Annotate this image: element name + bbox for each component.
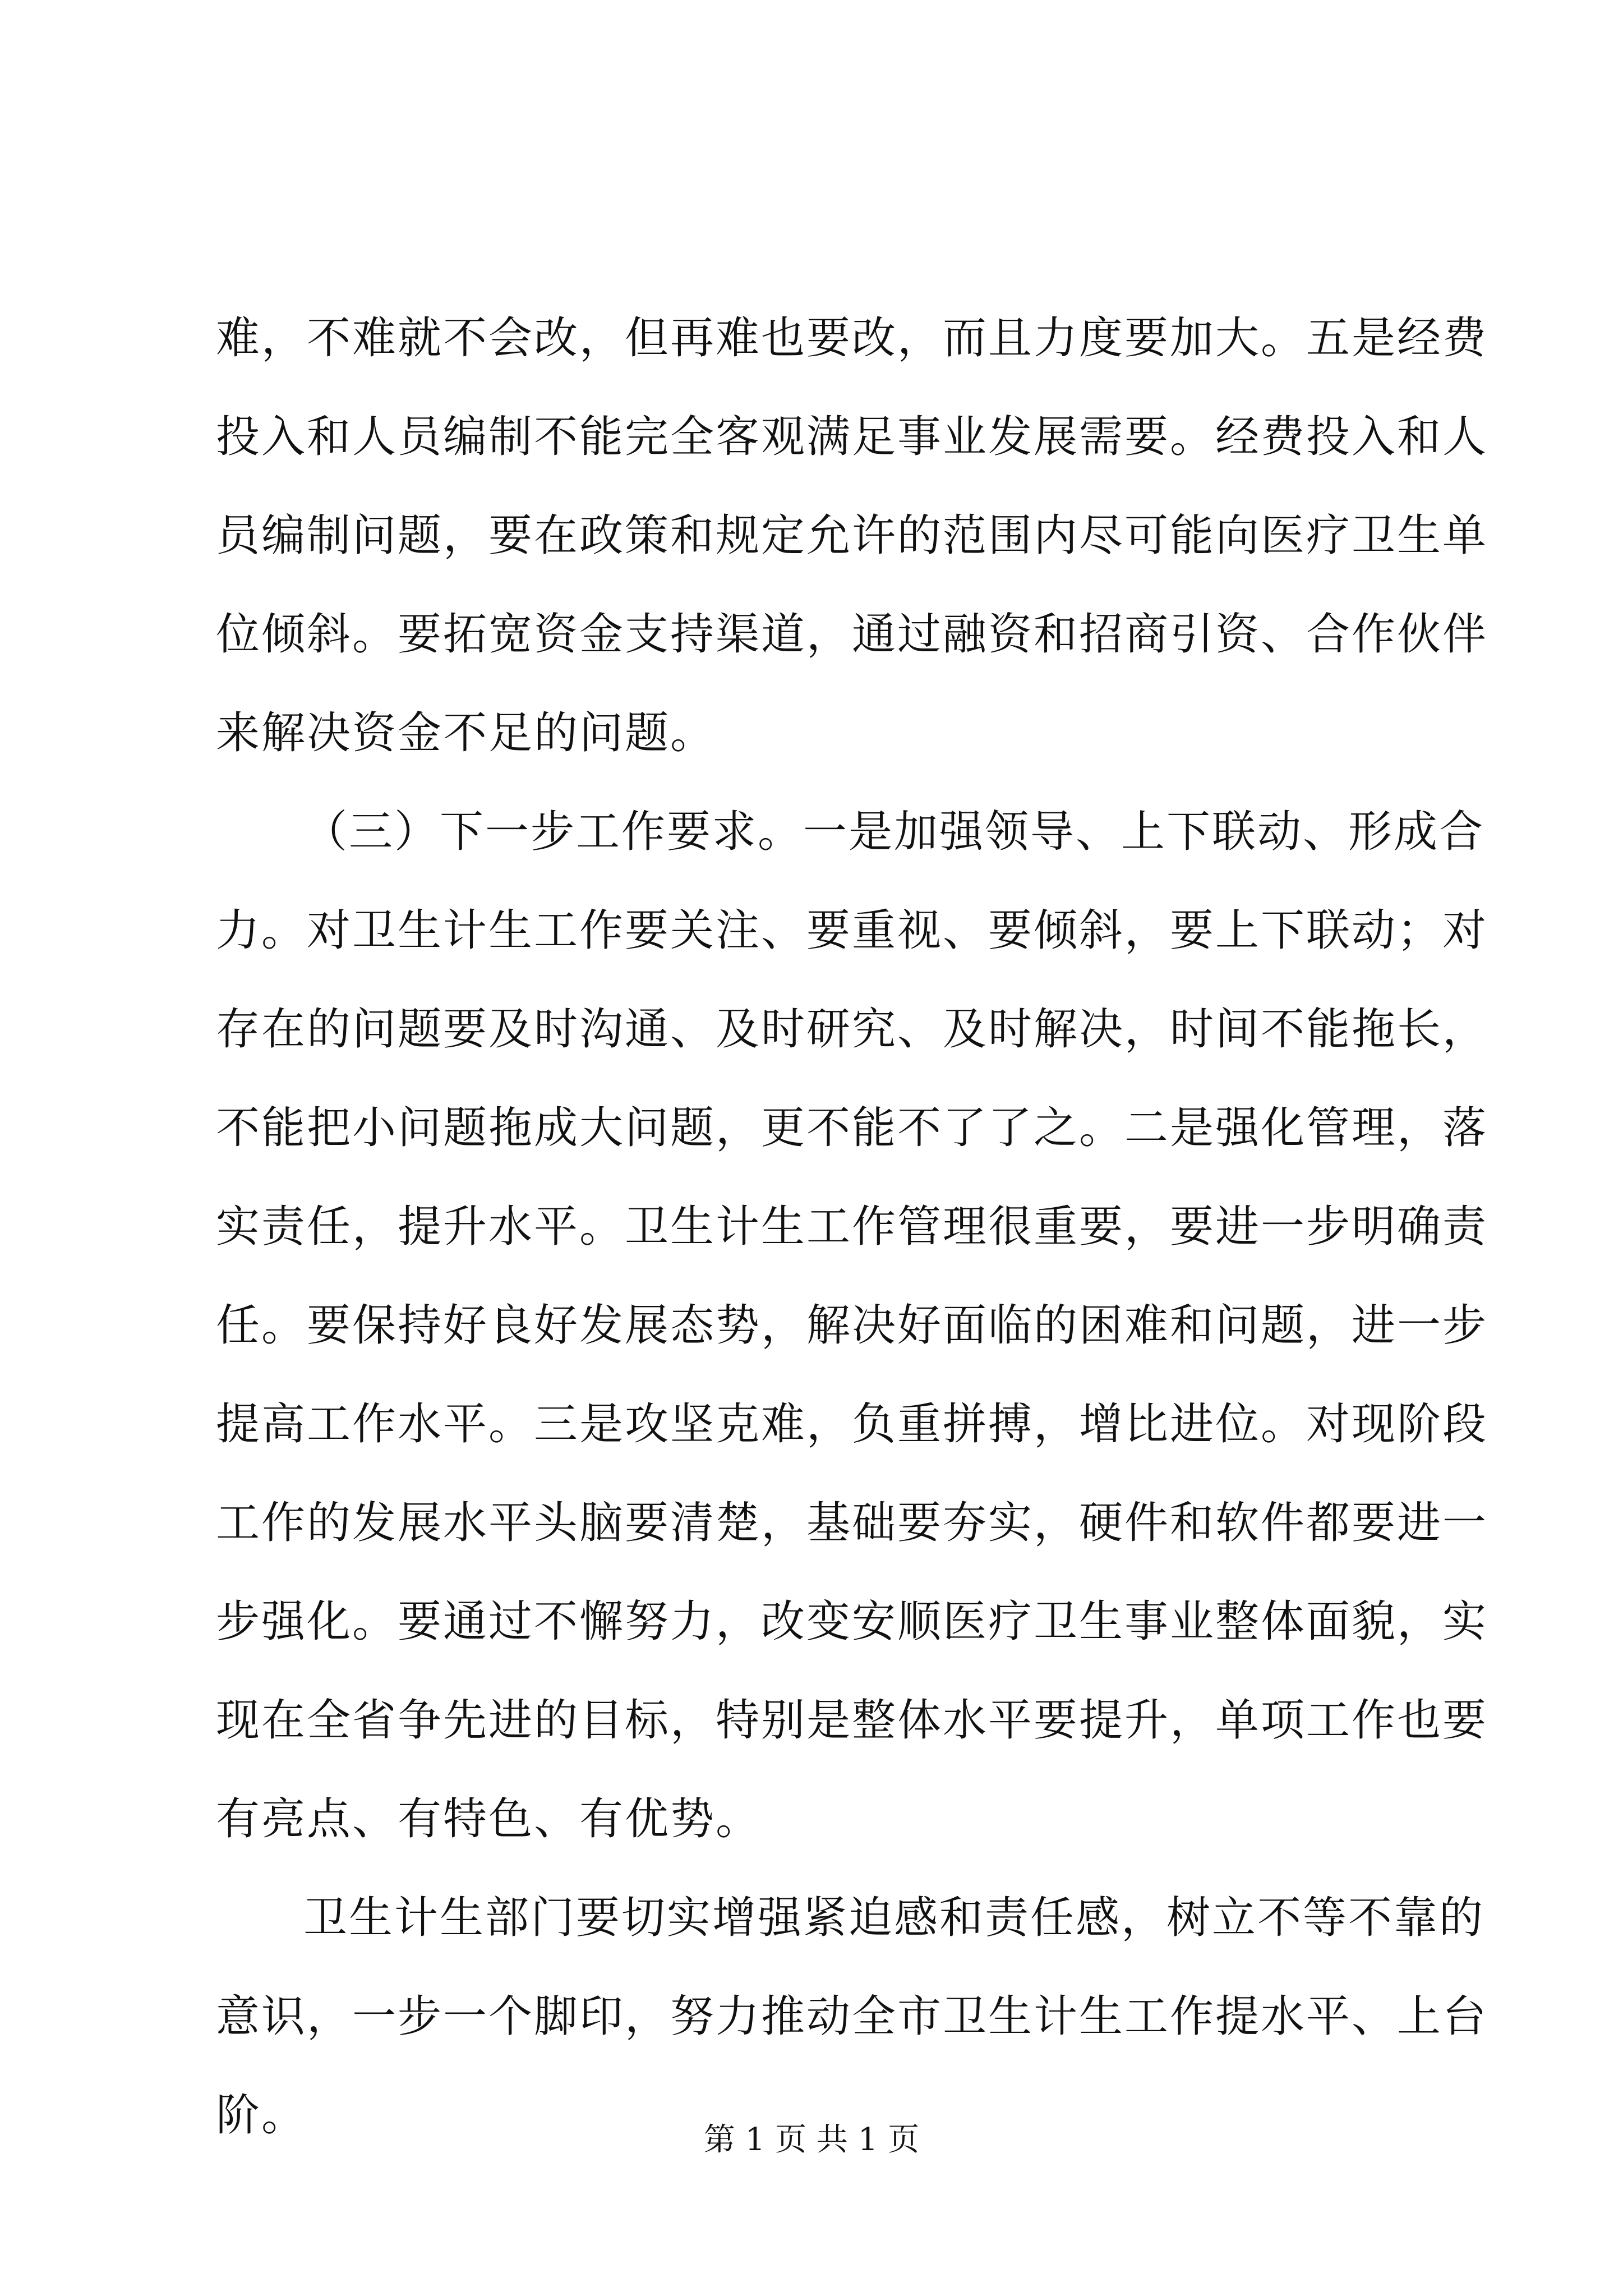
paragraph-line: 位倾斜。要拓宽资金支持渠道，通过融资和招商引资、合作伙伴 [216, 609, 1488, 660]
paragraph-line: 提高工作水平。三是攻坚克难，负重拼搏，增比进位。对现阶段 [216, 1399, 1488, 1450]
paragraph-line: 步强化。要通过不懈努力，改变安顺医疗卫生事业整体面貌，实 [216, 1596, 1488, 1647]
paragraph-line: 有亮点、有特色、有优势。 [216, 1794, 762, 1844]
paragraph-line: 阶。 [216, 2090, 307, 2141]
paragraph-line: 难，不难就不会改，但再难也要改，而且力度要加大。五是经费 [216, 313, 1488, 364]
paragraph-line: 不能把小问题拖成大问题，更不能不了了之。二是强化管理，落 [216, 1103, 1488, 1153]
paragraph-line: 投入和人员编制不能完全客观满足事业发展需要。经费投入和人 [216, 412, 1488, 462]
paragraph-line: 实责任，提升水平。卫生计生工作管理很重要，要进一步明确责 [216, 1202, 1488, 1252]
paragraph-line: 意识，一步一个脚印，努力推动全市卫生计生工作提水平、上台 [216, 1991, 1488, 2042]
page-footer: 第 1 页 共 1 页 [703, 2122, 920, 2158]
paragraph-line: 存在的问题要及时沟通、及时研究、及时解决，时间不能拖长， [216, 1004, 1488, 1055]
paragraph-line: 现在全省争先进的目标，特别是整体水平要提升，单项工作也要 [216, 1695, 1488, 1746]
paragraph-line: （三）下一步工作要求。一是加强领导、上下联动、形成合 [303, 807, 1485, 857]
paragraph-line: 工作的发展水平头脑要清楚，基础要夯实，硬件和软件都要进一 [216, 1498, 1488, 1548]
paragraph-line: 任。要保持好良好发展态势，解决好面临的困难和问题，进一步 [216, 1300, 1488, 1351]
paragraph-line: 来解决资金不足的问题。 [216, 708, 716, 758]
document-body [216, 289, 1488, 2165]
paragraph-line: 卫生计生部门要切实增强紧迫感和责任感，树立不等不靠的 [303, 1893, 1485, 1943]
paragraph-line: 力。对卫生计生工作要关注、要重视、要倾斜，要上下联动；对 [216, 905, 1488, 956]
paragraph-line: 员编制问题，要在政策和规定允许的范围内尽可能向医疗卫生单 [216, 510, 1488, 561]
